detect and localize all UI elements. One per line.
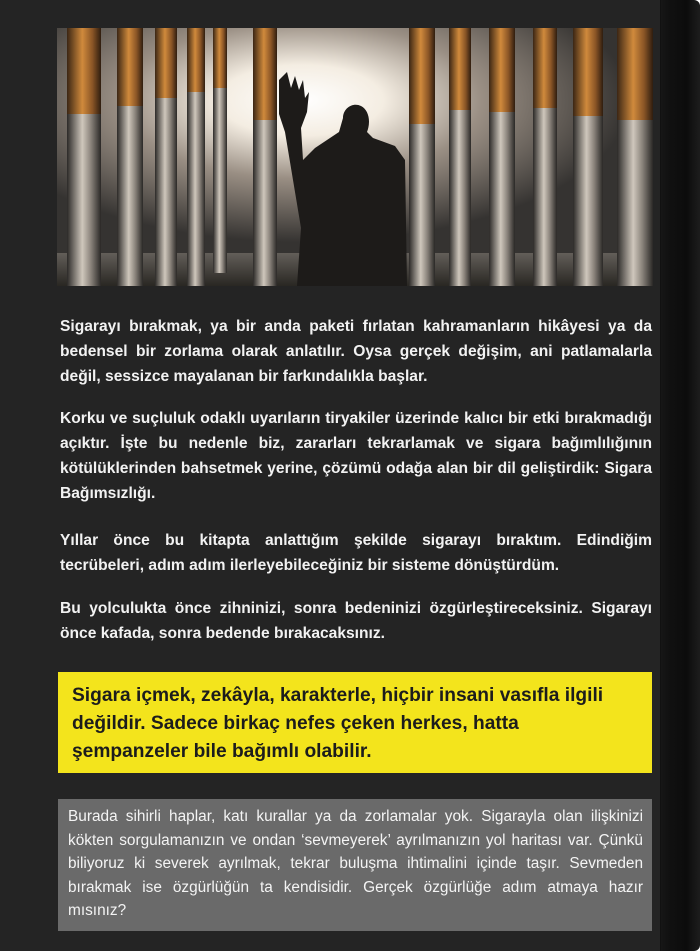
journey-paragraph: Bu yolculukta önce zihninizi, sonra bedeninizi özgürleştireceksiniz. Sigarayı önce kafada, sonra bedende bırakacaksınız. — [60, 600, 652, 642]
hero-image — [57, 28, 653, 286]
approach-paragraph: Korku ve suçluluk odaklı uyarıların tiryakiler üzerinde kalıcı bir etki bırakmadığı açıktır. İşte bu nedenle biz, zararları tekrarlamak ve sigara bağımlılığının kötülüklerinden bahsetmek yerine, çözümü odağa alan bir dil geliştirdik: Sigara Bağımsızlığı. — [60, 410, 652, 502]
closing-text: Burada sihirli haplar, katı kurallar ya da zorlamalar yok. Sigarayla olan ilişkinizi kökten sorgulamanızın ve ondan ‘sevmeyerek’ ayrılmanızın yol haritası var. Çünkü biliyoruz ki severek ayrılmak, tekrar buluşma ihtimalini içinde taşır. Sevmeden bırakmak ise özgürlüğün ta kendisidir. Gerçek özgürlüğe adım atmaya hazır mısınız? — [68, 808, 643, 919]
author-paragraph: Yıllar önce bu kitapta anlattığım şekilde sigarayı bıraktım. Edindiğim tecrübeleri, adım adım ilerleyebileceğiniz bir sisteme dönüştürdüm. — [60, 532, 652, 574]
highlight-box — [58, 672, 652, 773]
book-spine — [655, 0, 700, 951]
highlight-text: Sigara içmek, zekâyla, karakterle, hiçbir insani vasıfla ilgili değildir. Sadece birkaç nefes çeken herkes, hatta şempanzeler bile bağımlı olabilir. — [72, 685, 604, 762]
intro-paragraph: Sigarayı bırakmak, ya bir anda paketi fırlatan kahramanların hikâyesi ya da bedensel bir zorlama olarak anlatılır. Oysa gerçek değişim, ani patlamalarla değil, sessizce mayalanan bir farkındalıkla başlar. — [60, 318, 652, 385]
closing-box — [58, 799, 652, 931]
silhouette-illustration — [57, 28, 653, 286]
